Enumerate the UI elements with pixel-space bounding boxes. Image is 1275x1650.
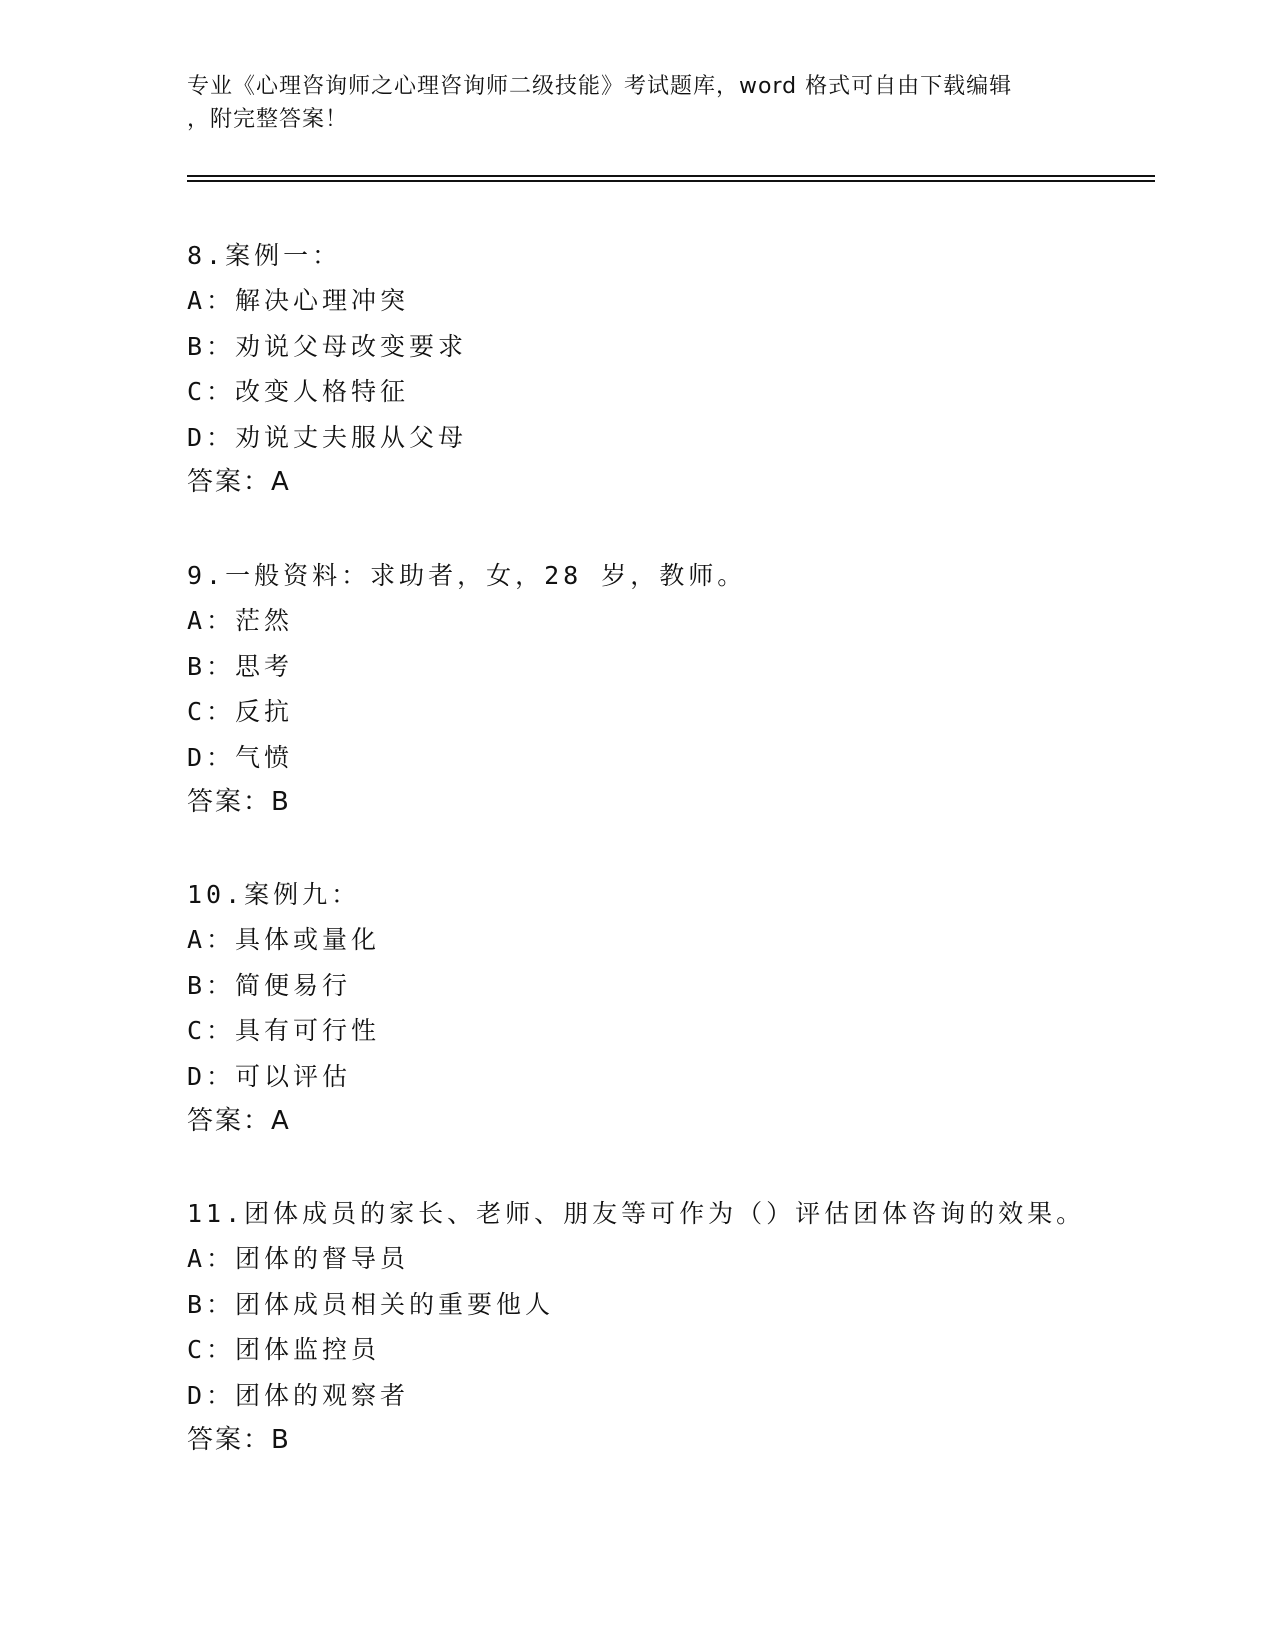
option-a: A：团体的督导员: [187, 1244, 410, 1274]
option-b: B：思考: [187, 651, 294, 681]
header-title-line-2: ，附完整答案！: [187, 107, 349, 132]
option-d: D：气愤: [187, 742, 294, 772]
option-c: C：反抗: [187, 697, 294, 727]
answer-key: 答案：A: [187, 466, 291, 497]
question-9: [187, 553, 1147, 825]
option-b: B：团体成员相关的重要他人: [187, 1289, 555, 1319]
option-d: D：团体的观察者: [187, 1380, 410, 1410]
answer-key: 答案：B: [187, 786, 291, 817]
question-10: [187, 872, 1147, 1144]
answer-key: 答案：A: [187, 1105, 291, 1136]
question-stem: 10.案例九：: [187, 880, 361, 909]
header-divider-top: [187, 175, 1155, 177]
header-divider-bottom: [187, 180, 1155, 182]
option-b: B：劝说父母改变要求: [187, 331, 468, 361]
document-header: [187, 70, 1067, 136]
option-c: C：团体监控员: [187, 1335, 381, 1365]
question-stem: 8.案例一：: [187, 241, 342, 270]
option-c: C：改变人格特征: [187, 377, 410, 407]
option-a: A：具体或量化: [187, 925, 381, 955]
question-8: [187, 233, 1147, 505]
option-a: A：解决心理冲突: [187, 286, 410, 316]
question-11: [187, 1191, 1147, 1463]
header-title-line-1: 专业《心理咨询师之心理咨询师二级技能》考试题库，word 格式可自由下载编辑: [187, 74, 1013, 99]
question-stem: 11.团体成员的家长、老师、朋友等可作为（）评估团体咨询的效果。: [187, 1199, 1086, 1228]
option-c: C：具有可行性: [187, 1016, 381, 1046]
option-a: A：茫然: [187, 606, 294, 636]
option-d: D：可以评估: [187, 1061, 352, 1091]
answer-key: 答案：B: [187, 1424, 291, 1455]
question-stem: 9.一般资料：求助者，女，28 岁，教师。: [187, 561, 747, 590]
option-d: D：劝说丈夫服从父母: [187, 422, 468, 452]
option-b: B：简便易行: [187, 970, 352, 1000]
